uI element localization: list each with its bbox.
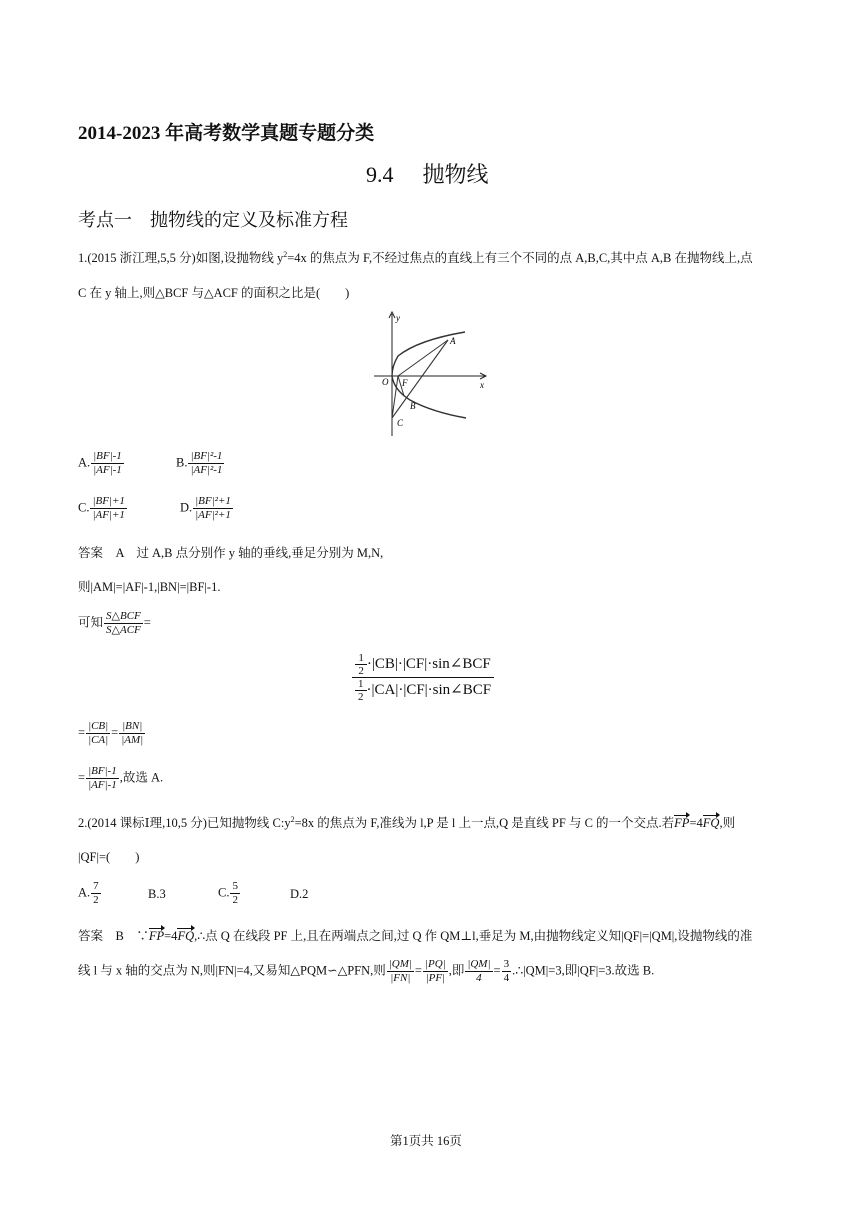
section-heading — [366, 158, 489, 189]
page-footer: 第1页共 16页 — [390, 1134, 462, 1148]
q1-option-d: D. $\frac{\text{|BF|²+1}}{\text{|AF|²+1}}$ — [180, 495, 231, 521]
q1-option-b: B. $\frac{\text{|BF|²-1}}{\text{|AF|²-1}}$ — [176, 450, 223, 476]
q1-step3: = $\frac{|BF|-1}{|AF|-1}$ ,故选 A. — [78, 765, 164, 791]
q1-option-c: C. $\frac{|BF|+1}{|AF|+1}$ — [78, 495, 125, 521]
label-x: x — [480, 380, 484, 390]
q1-option-a: A. $\frac{|BF|-1}{|AF|-1}$ — [78, 450, 122, 476]
q2-option-d: D.2 — [290, 887, 309, 901]
q1-text-line2: C 在 y 轴上,则△BCF 与△ACF 的面积之比是( ) — [78, 286, 350, 300]
parabola-figure — [370, 308, 490, 438]
section-title: 抛物线 — [422, 162, 489, 187]
q2-option-a: A. $\frac{7}{2}$ — [78, 880, 99, 906]
label-y: y — [396, 313, 400, 323]
q1-big-fraction: $\frac{1}{2}$ ·|CB|·|CF|·sin∠BCF $\frac{1}{2}$ ·|CA|·|CF|·sin∠BCF — [352, 652, 494, 703]
label-o: O — [382, 377, 389, 387]
q2-text-line2: |QF|=( ) — [78, 850, 140, 864]
series-title: 2014-2023 年高考数学真题专题分类 — [78, 123, 375, 144]
label-c: C — [397, 418, 404, 428]
q2-answer-line2: 线 l 与 x 轴的交点为 N,则|FN|=4,又易知△PQM∽△PFN,则 $\frac{|QM|}{|FN|}$ = $\frac{|PQ|}{|PF|}$ ,即 $\frac{|QM|}{4}$ = $\frac{3}{4}$ .∴|QM|=3,即|QF|=3.故选 B. — [78, 958, 655, 984]
label-f: F — [402, 378, 408, 388]
q2-option-b: B.3 — [148, 887, 166, 901]
q1-answer-line3: 可知 $\frac{\text{S△BCF}}{\text{S△ACF}}$ = — [78, 610, 151, 636]
q2-option-c: C. $\frac{5}{2}$ — [218, 880, 238, 906]
q2-answer-line1: 答案 B ∵FP=4FQ,∴点 Q 在线段 PF 上,且在两端点之间,过 Q 作 QM⊥l,垂足为 M,由抛物线定义知|QF|=|QM|,设抛物线的准 — [78, 929, 753, 943]
section-number: 9.4 — [366, 162, 394, 187]
q1-answer-line2: 则|AM|=|AF|-1,|BN|=|BF|-1. — [78, 580, 221, 594]
q1-text-line1: 1.(2015 浙江理,5,5 分)如图,设抛物线 $y^2=4x$ 的焦点为 F,不经过焦点的直线上有三个不同的点 A,B,C,其中点 A,B 在抛物线上,点 — [78, 249, 753, 265]
q1-answer-line1: 答案 A 过 A,B 点分别作 y 轴的垂线,垂足分别为 M,N, — [78, 546, 384, 560]
topic-title: 考点一 抛物线的定义及标准方程 — [78, 210, 348, 230]
label-b: B — [410, 401, 416, 411]
q2-text-line1: 2.(2014 课标Ⅰ理,10,5 分)已知抛物线 $C:y^2=8x$ 的焦点为 F,准线为 l,P 是 l 上一点,Q 是直线 PF 与 C 的一个交点.若FP=4FQ,则 — [78, 814, 736, 830]
q1-step2: = $\frac{|CB|}{|CA|}$ = $\frac{|BN|}{|AM|}$ — [78, 720, 144, 746]
line-abc — [392, 340, 448, 418]
segment-fa — [398, 340, 448, 376]
label-a: A — [450, 336, 456, 346]
